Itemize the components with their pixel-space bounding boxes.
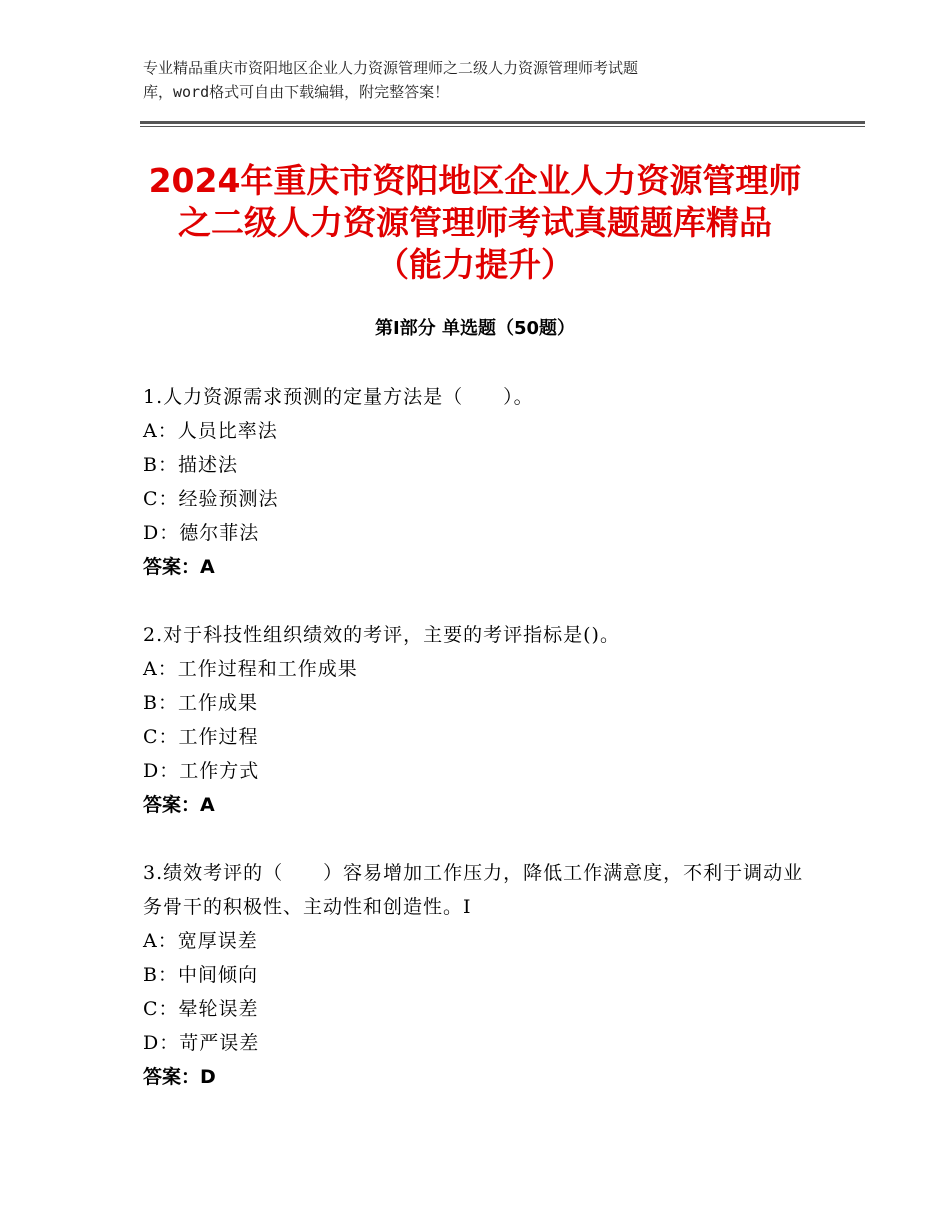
option-b: B：工作成果: [143, 692, 258, 714]
answer: 答案：D: [143, 1066, 216, 1088]
option-a: A：人员比率法: [143, 420, 278, 442]
question-list: [143, 380, 823, 1128]
option-c: C：工作过程: [143, 726, 259, 748]
document-title-line-2: 之二级人力资源管理师考试真题题库精品: [178, 203, 772, 242]
question-2: [143, 618, 823, 822]
option-c: C：经验预测法: [143, 488, 279, 510]
option-b: B：描述法: [143, 454, 238, 476]
answer: 答案：A: [143, 794, 215, 816]
header-note-line-1: 专业精品重庆市资阳地区企业人力资源管理师之二级人力资源管理师考试题: [143, 59, 639, 77]
option-b: B：中间倾向: [143, 964, 258, 986]
header-rule-thick: [140, 121, 865, 124]
question-3: [143, 856, 823, 1094]
option-d: D：德尔菲法: [143, 522, 260, 544]
header-rule-thin: [140, 126, 865, 127]
header-note: [143, 56, 783, 104]
question-stem: 1.人力资源需求预测的定量方法是（ ）。: [143, 386, 534, 408]
section-title: 第Ⅰ部分 单选题（50题）: [374, 318, 575, 339]
document-title-line-3: （能力提升）: [376, 245, 574, 284]
answer: 答案：A: [143, 556, 215, 578]
option-d: D：工作方式: [143, 760, 260, 782]
header-note-line-2: 库，word格式可自由下载编辑，附完整答案！: [143, 83, 450, 101]
question-stem: 3.绩效考评的（ ）容易增加工作压力，降低工作满意度，不利于调动业务骨干的积极性、主动性和创造性。I: [143, 862, 804, 918]
document-title-line-1: 2024年重庆市资阳地区企业人力资源管理师: [148, 161, 802, 200]
option-d: D：苛严误差: [143, 1032, 260, 1054]
option-a: A：宽厚误差: [143, 930, 258, 952]
option-a: A：工作过程和工作成果: [143, 658, 358, 680]
question-1: [143, 380, 823, 584]
question-stem: 2.对于科技性组织绩效的考评，主要的考评指标是()。: [143, 624, 620, 646]
option-c: C：晕轮误差: [143, 998, 259, 1020]
document-title: [140, 160, 810, 286]
